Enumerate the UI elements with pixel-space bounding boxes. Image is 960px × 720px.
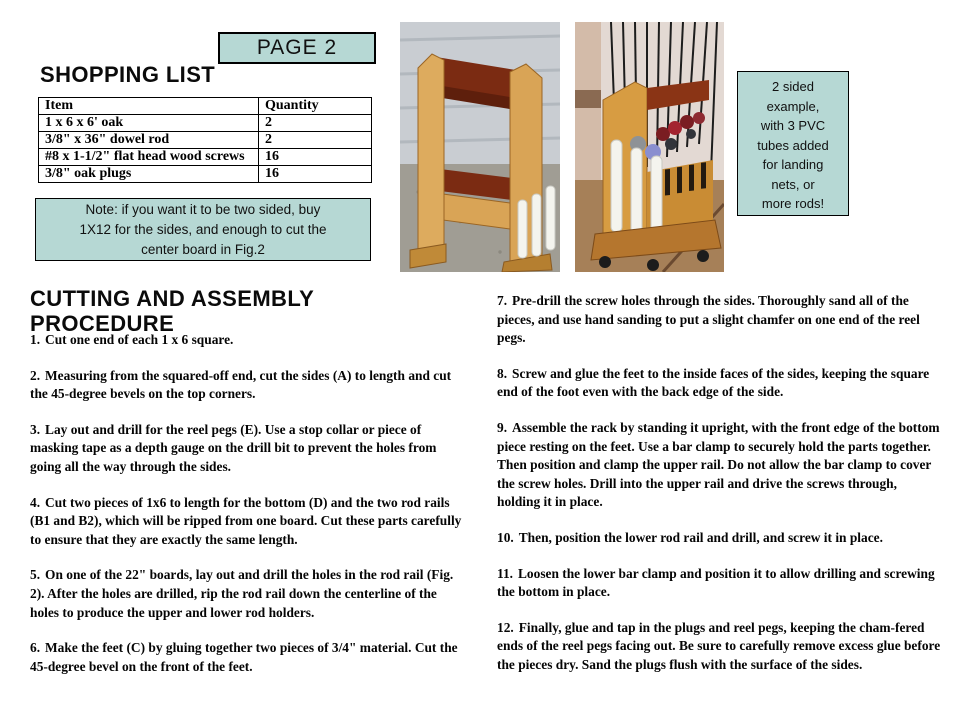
quantity-cell: 2 — [259, 115, 372, 132]
item-cell: 1 x 6 x 6' oak — [39, 115, 259, 132]
column-header-item: Item — [39, 98, 259, 115]
procedure-steps-left-column — [30, 331, 467, 693]
page-number-box: PAGE 2 — [218, 32, 376, 64]
step-number: 4. — [30, 494, 41, 510]
step-12 — [497, 619, 943, 675]
step-text: Make the feet (C) by gluing together two pieces of 3/4" material. Cut the 45-degree bevel on the front of the feet. — [30, 640, 458, 674]
step-4 — [30, 494, 467, 550]
step-text: Cut one end of each 1 x 6 square. — [45, 332, 234, 347]
step-number: 7. — [497, 293, 508, 308]
step-number: 8. — [497, 365, 508, 381]
step-text: Lay out and drill for the reel pegs (E). Use a stop collar or piece of masking tape as a depth gauge on the drill bit to prevent the holes from going all the way through the sides. — [30, 421, 437, 474]
quantity-cell: 16 — [259, 166, 372, 183]
step-number: 5. — [30, 567, 41, 583]
quantity-cell: 2 — [259, 132, 372, 149]
photo-empty-rack — [400, 22, 560, 272]
item-cell: #8 x 1-1/2" flat head wood screws — [39, 149, 259, 166]
step-text: Screw and glue the feet to the inside faces of the sides, keeping the square end of the foot even with the back edge of the side. — [497, 365, 930, 400]
shopping-list-table — [38, 97, 372, 183]
step-2 — [30, 367, 467, 404]
step-number: 10. — [497, 529, 514, 545]
step-number: 11. — [497, 565, 513, 581]
step-text: Then, position the lower rod rail and drill, and screw it in place. — [518, 529, 883, 545]
step-text: On one of the 22" boards, lay out and drill the holes in the rod rail (Fig. 2). After the holes are drilled, rip the rod rail down the centerline of the holes to produce the upper and lower rod holders. — [30, 567, 454, 620]
step-number: 9. — [497, 419, 508, 435]
two-sided-example-note-box: 2 sided example, with 3 PVC tubes added for landing nets, or more rods! — [737, 71, 849, 216]
step-text: Measuring from the squared-off end, cut the sides (A) to length and cut the 45-degree bevels on the top corners. — [30, 367, 452, 402]
table-header-row — [39, 98, 372, 115]
step-text: Assemble the rack by standing it upright, with the front edge of the bottom piece resting on the feet. Use a bar clamp to securely hold the parts together. Then position and clamp the upper rail. Do not allow the bar clamp to cover the screw holes. Drill into the upper rail and drive the screws through, holding it in place. — [497, 419, 940, 510]
step-number: 1. — [30, 332, 41, 347]
item-cell: 3/8" oak plugs — [39, 166, 259, 183]
photo-loaded-rack — [575, 22, 724, 272]
procedure-steps-right-column — [497, 292, 943, 692]
step-11 — [497, 565, 943, 602]
step-number: 3. — [30, 421, 41, 437]
shopping-list-heading: SHOPPING LIST — [40, 62, 216, 87]
two-sided-note-box: Note: if you want it to be two sided, buy 1X12 for the sides, and enough to cut the center board in Fig.2 — [35, 198, 371, 261]
table-row — [39, 149, 372, 166]
step-text: Finally, glue and tap in the plugs and reel pegs, keeping the cham-fered ends of the reel pegs facing out. Be sure to carefully remove excess glue before the pieces dry. Sand the plugs flush with the surface of the sides. — [497, 619, 941, 672]
step-text: Cut two pieces of 1x6 to length for the bottom (D) and the two rod rails (B1 and B2), which will be ripped from one board. Cut these parts carefully to ensure that they are exactly the same length. — [30, 494, 462, 547]
step-3 — [30, 421, 467, 477]
item-cell: 3/8" x 36" dowel rod — [39, 132, 259, 149]
step-number: 6. — [30, 640, 41, 656]
step-number: 12. — [497, 619, 514, 635]
step-10 — [497, 529, 943, 548]
table-row — [39, 132, 372, 149]
quantity-cell: 16 — [259, 149, 372, 166]
step-6 — [30, 639, 467, 676]
step-text: Loosen the lower bar clamp and position it to allow drilling and screwing the bottom in place. — [497, 565, 935, 600]
step-text: Pre-drill the screw holes through the sides. Thoroughly sand all of the pieces, and use hand sanding to put a slight chamfer on one end of the reel pegs. — [497, 293, 920, 346]
step-8 — [497, 365, 943, 402]
step-5 — [30, 566, 467, 622]
step-9 — [497, 419, 943, 512]
column-header-quantity: Quantity — [259, 98, 372, 115]
step-1 — [30, 331, 467, 350]
table-row — [39, 166, 372, 183]
table-row — [39, 115, 372, 132]
procedure-heading: CUTTING AND ASSEMBLY PROCEDURE — [30, 286, 314, 336]
step-7 — [497, 292, 943, 348]
step-number: 2. — [30, 367, 41, 383]
